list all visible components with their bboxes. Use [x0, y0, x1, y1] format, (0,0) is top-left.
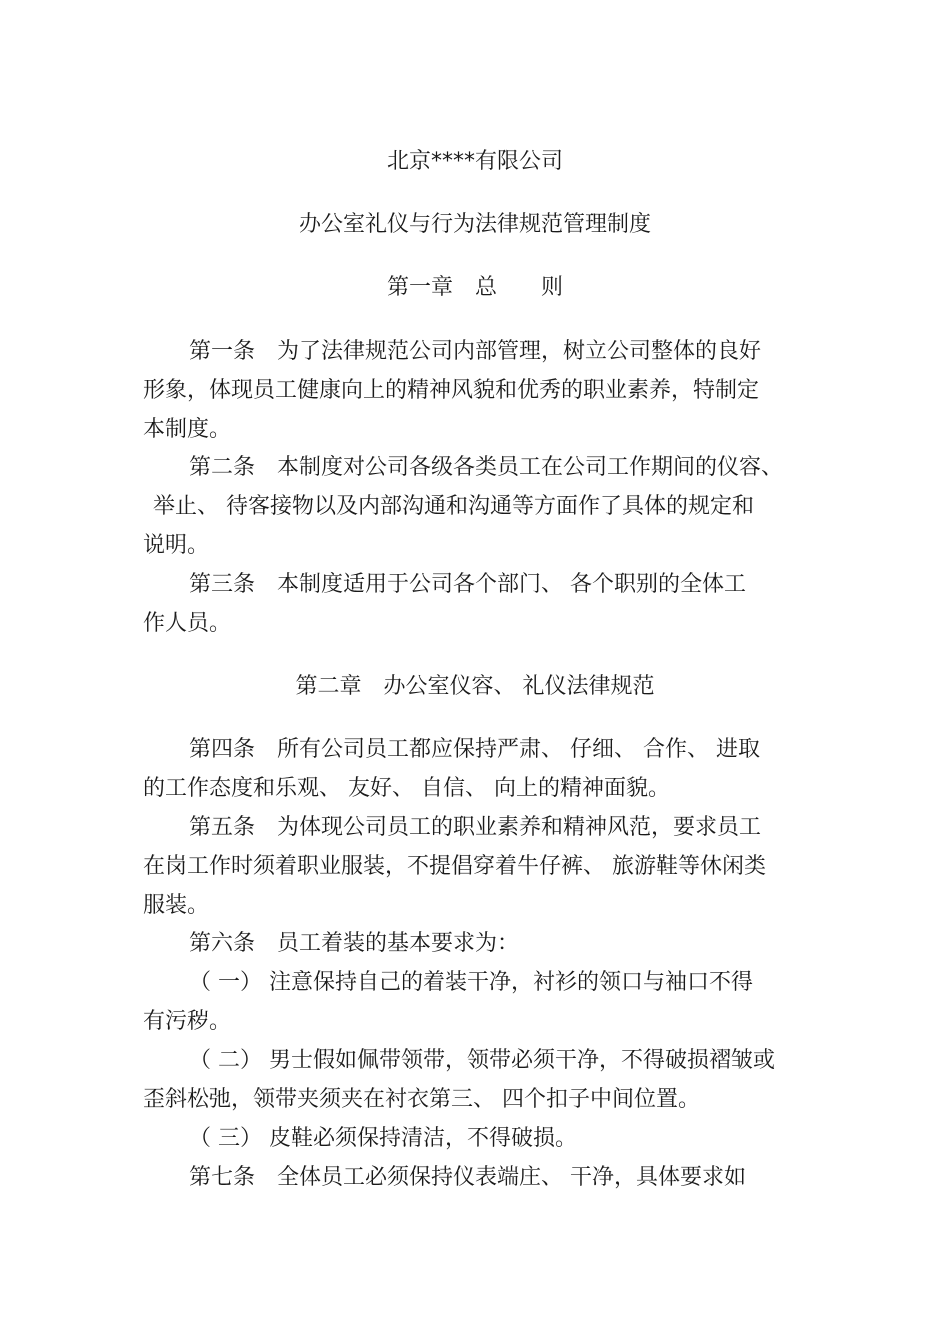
article-6-line-1: 第六条 员工着装的基本要求为：: [189, 931, 520, 956]
article-4-line-2: 的工作态度和乐观、 友好、 自信、 向上的精神面貌。: [143, 776, 670, 801]
article-2-line-1: 第二条 本制度对公司各级各类员工在公司工作期间的仪容、: [189, 455, 784, 480]
article-5-line-2: 在岗工作时须着职业服装，不提倡穿着牛仔裤、 旅游鞋等休闲类: [143, 854, 766, 879]
chapter-2-heading: 第二章 办公室仪容、 礼仪法律规范: [295, 674, 655, 699]
chapter-1-heading: 第一章 总 则: [386, 275, 563, 300]
article-6-item-1-line-2: 有污秽。: [143, 1009, 232, 1034]
article-1-line-3: 本制度。: [143, 417, 232, 442]
company-name: 北京****有限公司: [386, 149, 563, 174]
article-1-line-2: 形象，体现员工健康向上的精神风貌和优秀的职业素养，特制定: [143, 378, 760, 403]
article-5-line-1: 第五条 为体现公司员工的职业素养和精神风范，要求员工: [189, 815, 762, 840]
article-1-line-1: 第一条 为了法律规范公司内部管理，树立公司整体的良好: [189, 339, 762, 364]
article-3-line-2: 作人员。: [143, 611, 232, 636]
article-5-line-3: 服装。: [143, 893, 210, 918]
article-7-line-1: 第七条 全体员工必须保持仪表端庄、 干净，具体要求如: [189, 1165, 746, 1190]
article-6-item-3-line-1: （ 三） 皮鞋必须保持清洁，不得破损。: [189, 1126, 577, 1151]
document-title: 办公室礼仪与行为法律规范管理制度: [298, 212, 651, 237]
article-6-item-2-line-1: （ 二） 男士假如佩带领带，领带必须干净，不得破损褶皱或: [189, 1048, 775, 1073]
article-3-line-1: 第三条 本制度适用于公司各个部门、 各个职别的全体工: [189, 572, 746, 597]
article-6-item-1-line-1: （ 一） 注意保持自己的着装干净，衬衫的领口与袖口不得: [189, 970, 753, 995]
article-2-line-3: 说明。: [143, 533, 210, 558]
article-4-line-1: 第四条 所有公司员工都应保持严肃、 仔细、 合作、 进取: [189, 737, 760, 762]
article-2-line-2: 举止、 待客接物以及内部沟通和沟通等方面作了具体的规定和: [153, 494, 754, 519]
article-6-item-2-line-2: 歪斜松弛，领带夹须夹在衬衣第三、 四个扣子中间位置。: [143, 1087, 700, 1112]
